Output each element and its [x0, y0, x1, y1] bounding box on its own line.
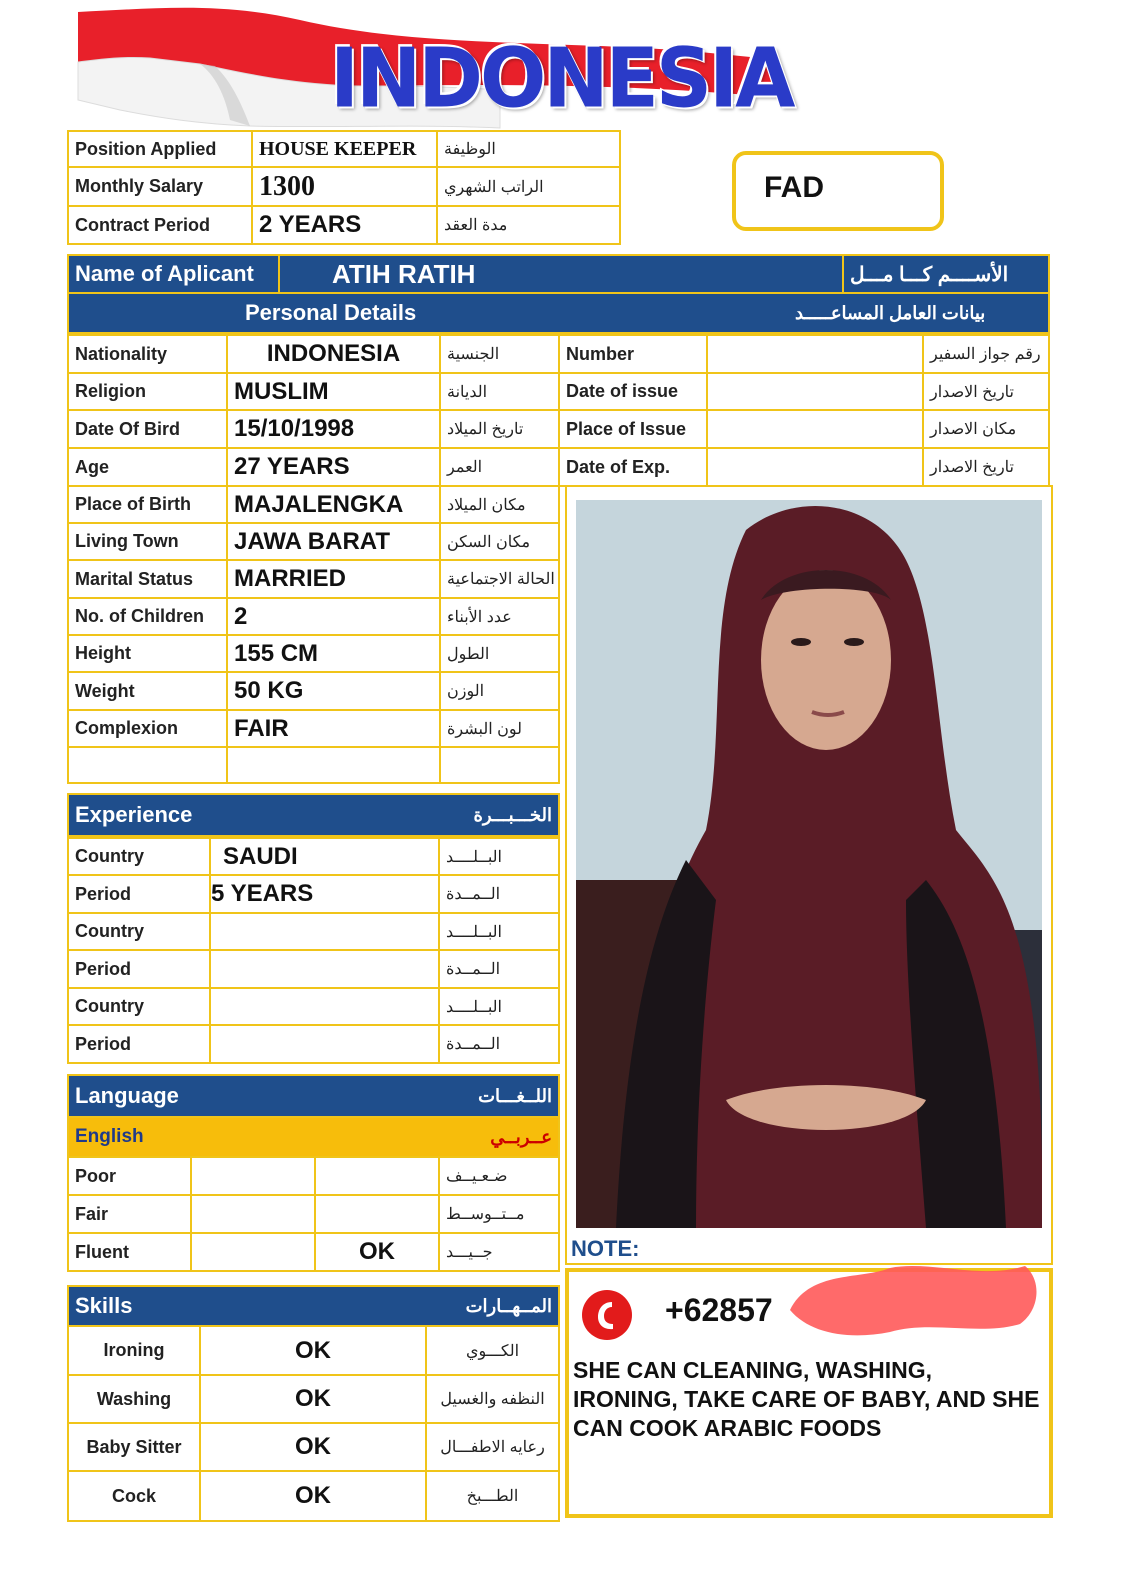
personal-value: MAJALENGKA — [226, 485, 441, 524]
applicant-photo — [576, 500, 1042, 1228]
language-arabic-label: عــربــي — [490, 1126, 552, 1147]
language-level-ar: جــيـــد — [438, 1232, 560, 1272]
passport-ar: رقم جواز السفير — [922, 334, 1050, 374]
language-arabic-level — [314, 1156, 440, 1196]
skill-ar: الطـــبخ — [425, 1470, 560, 1522]
personal-value: INDONESIA — [226, 334, 441, 374]
skill-ar: رعايه الاطفـــال — [425, 1422, 560, 1472]
personal-details-title-ar: بيانات العامل المساعـــــد — [795, 302, 986, 323]
personal-value: 2 — [226, 597, 441, 636]
passport-value — [706, 372, 924, 411]
language-level-label: Fair — [67, 1194, 192, 1234]
banner-title: INDONESIA — [330, 31, 793, 127]
experience-ar: البــلــــد — [438, 837, 560, 876]
personal-label: No. of Children — [67, 597, 228, 636]
personal-ar: مكان السكن — [439, 522, 560, 561]
experience-label: Period — [67, 874, 211, 914]
personal-label: Religion — [67, 372, 228, 411]
job-salary-label: Monthly Salary — [67, 166, 253, 207]
experience-value: 5 YEARS — [209, 874, 440, 914]
personal-ar: عدد الأبناء — [439, 597, 560, 636]
note-text: SHE CAN CLEANING, WASHING, IRONING, TAKE CARE OF BABY, AND SHE CAN COOK ARABIC FOODS — [573, 1357, 1040, 1441]
passport-ar: مكان الاصدار — [922, 409, 1050, 449]
personal-details-title: Personal Details — [245, 300, 417, 325]
agency-code-box: FAD — [732, 151, 944, 231]
passport-label: Number — [558, 334, 708, 374]
language-english-label: English — [75, 1126, 144, 1147]
experience-value: SAUDI — [209, 837, 440, 876]
personal-ar: مكان الميلاد — [439, 485, 560, 524]
skills-title: Skills — [75, 1293, 133, 1318]
language-english-level — [190, 1156, 316, 1196]
phone-number: +62857 — [665, 1292, 773, 1328]
language-title-ar: اللــغـــات — [478, 1085, 552, 1106]
personal-ar: تاريخ الميلاد — [439, 409, 560, 449]
banner — [0, 0, 1125, 135]
personal-value: FAIR — [226, 709, 441, 748]
experience-header — [67, 793, 560, 837]
personal-ar: العمر — [439, 447, 560, 487]
experience-title: Experience — [75, 802, 193, 827]
experience-ar: الــمــدة — [438, 874, 560, 914]
passport-label: Date of Exp. — [558, 447, 708, 487]
job-contract-label: Contract Period — [67, 205, 253, 245]
job-position-value: HOUSE KEEPER — [251, 130, 438, 168]
personal-label: Date Of Bird — [67, 409, 228, 449]
personal-label: Complexion — [67, 709, 228, 748]
redaction-scribble — [780, 1260, 1045, 1340]
personal-details-header — [67, 292, 1050, 334]
passport-value — [706, 409, 924, 449]
passport-ar: تاريخ الاصدار — [922, 447, 1050, 487]
phone-icon — [582, 1290, 632, 1340]
personal-label: Place of Birth — [67, 485, 228, 524]
personal-value: 155 CM — [226, 634, 441, 673]
experience-value — [209, 1024, 440, 1064]
personal-label: Nationality — [67, 334, 228, 374]
personal-ar: الحالة الاجتماعية — [439, 559, 560, 599]
experience-label: Country — [67, 987, 211, 1026]
personal-value: 15/10/1998 — [226, 409, 441, 449]
skill-label: Ironing — [67, 1325, 201, 1376]
personal-label: Height — [67, 634, 228, 673]
name-value: ATIH RATIH — [278, 254, 844, 294]
experience-label: Period — [67, 1024, 211, 1064]
experience-value — [209, 912, 440, 951]
language-subheader — [67, 1116, 560, 1158]
skill-label: Washing — [67, 1374, 201, 1424]
skill-value: OK — [199, 1374, 427, 1424]
job-position-label: Position Applied — [67, 130, 253, 168]
personal-ar — [439, 746, 560, 784]
language-english-level — [190, 1232, 316, 1272]
passport-label: Place of Issue — [558, 409, 708, 449]
skill-value: OK — [199, 1325, 427, 1376]
passport-value — [706, 334, 924, 374]
experience-ar: البــلــــد — [438, 912, 560, 951]
personal-label: Living Town — [67, 522, 228, 561]
experience-ar: الــمــدة — [438, 949, 560, 989]
skill-label: Baby Sitter — [67, 1422, 201, 1472]
experience-value — [209, 987, 440, 1026]
experience-value — [209, 949, 440, 989]
language-title: Language — [75, 1083, 179, 1108]
language-level-label: Fluent — [67, 1232, 192, 1272]
personal-label: Age — [67, 447, 228, 487]
personal-label: Marital Status — [67, 559, 228, 599]
skill-ar: النظفه والغسيل — [425, 1374, 560, 1424]
experience-ar: البــلــــد — [438, 987, 560, 1026]
language-level-label: Poor — [67, 1156, 192, 1196]
personal-ar: الوزن — [439, 671, 560, 711]
job-contract-ar: مدة العقد — [436, 205, 621, 245]
experience-label: Country — [67, 912, 211, 951]
experience-label: Country — [67, 837, 211, 876]
job-contract-value: 2 YEARS — [251, 205, 438, 245]
personal-label: Weight — [67, 671, 228, 711]
experience-ar: الــمــدة — [438, 1024, 560, 1064]
skill-value: OK — [199, 1422, 427, 1472]
name-label: Name of Aplicant — [67, 254, 280, 294]
skill-ar: الكـــوي — [425, 1325, 560, 1376]
passport-value — [706, 447, 924, 487]
language-level-ar: ضـعـيــف — [438, 1156, 560, 1196]
personal-value: MUSLIM — [226, 372, 441, 411]
personal-value: 50 KG — [226, 671, 441, 711]
passport-ar: تاريخ الاصدار — [922, 372, 1050, 411]
personal-value: JAWA BARAT — [226, 522, 441, 561]
personal-ar: لون البشرة — [439, 709, 560, 748]
personal-value: MARRIED — [226, 559, 441, 599]
skill-label: Cock — [67, 1470, 201, 1522]
skills-title-ar: المــهــارات — [465, 1295, 552, 1316]
language-english-level — [190, 1194, 316, 1234]
skills-header — [67, 1285, 560, 1327]
skill-value: OK — [199, 1470, 427, 1522]
personal-ar: الجنسية — [439, 334, 560, 374]
experience-label: Period — [67, 949, 211, 989]
experience-title-ar: الخـــبـــرة — [473, 804, 552, 825]
passport-label: Date of issue — [558, 372, 708, 411]
personal-ar: الديانة — [439, 372, 560, 411]
language-header — [67, 1074, 560, 1118]
language-arabic-level — [314, 1194, 440, 1234]
note-label: NOTE: — [571, 1236, 640, 1261]
personal-ar: الطول — [439, 634, 560, 673]
name-ar: الأســــم كـــا مـــل — [842, 254, 1050, 294]
personal-value — [226, 746, 441, 784]
personal-value: 27 YEARS — [226, 447, 441, 487]
language-level-ar: مــتــوســط — [438, 1194, 560, 1234]
job-salary-value: 1300 — [251, 166, 438, 207]
job-position-ar: الوظيفة — [436, 130, 621, 168]
job-salary-ar: الراتب الشهري — [436, 166, 621, 207]
personal-label — [67, 746, 228, 784]
language-arabic-level: OK — [314, 1232, 440, 1272]
